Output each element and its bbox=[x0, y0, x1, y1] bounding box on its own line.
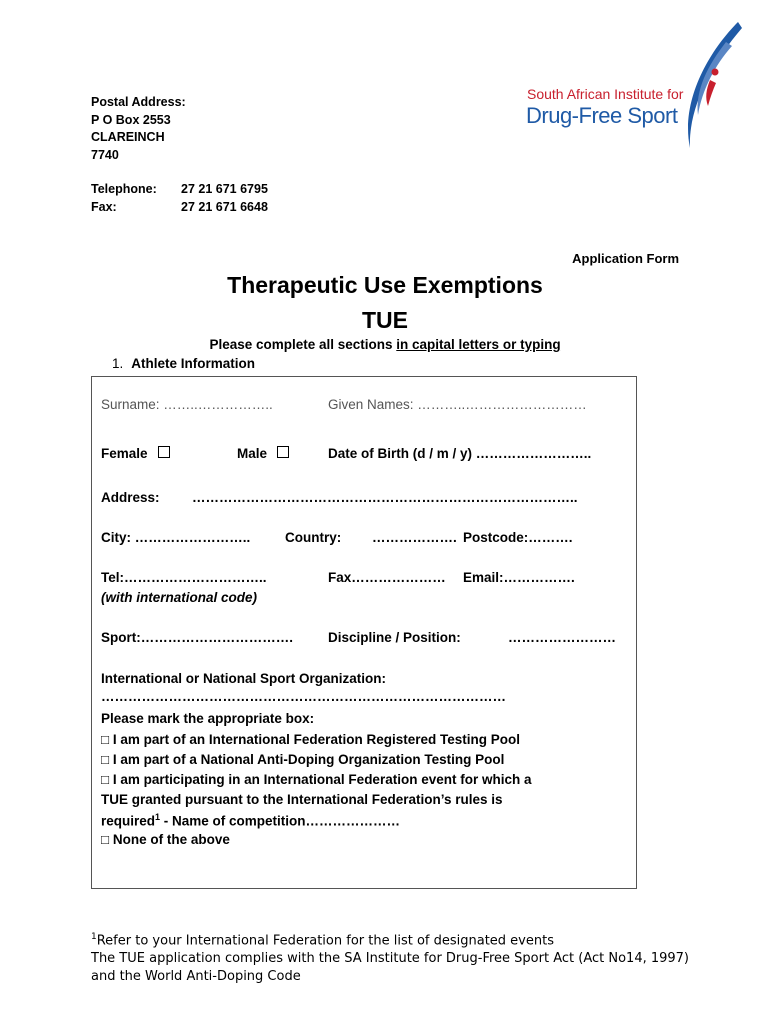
female-label: Female bbox=[101, 446, 148, 461]
telephone-row bbox=[91, 180, 268, 198]
institute-logo bbox=[520, 20, 745, 150]
instruction-underlined: in capital letters or typing bbox=[396, 337, 561, 352]
fax-label: Fax: bbox=[91, 200, 117, 214]
postcode-field[interactable]: Postcode:………. bbox=[463, 530, 573, 545]
fax-row bbox=[91, 198, 268, 216]
address-field[interactable]: ………………………………………………………………………….. bbox=[192, 490, 578, 505]
section-heading bbox=[112, 356, 255, 371]
sport-field[interactable]: Sport:……………………………. bbox=[101, 630, 293, 645]
discipline-field[interactable]: …………………… bbox=[508, 630, 616, 645]
discipline-label: Discipline / Position: bbox=[328, 630, 461, 645]
logo-text-institute: South African Institute for bbox=[527, 86, 684, 102]
postal-address-block bbox=[91, 94, 186, 164]
footnote-sup: 1 bbox=[91, 932, 97, 942]
postal-address-label: Postal Address: bbox=[91, 95, 186, 109]
option-if-event[interactable]: □ I am participating in an International Federation event for which a bbox=[101, 772, 532, 787]
compliance-line-2: and the World Anti-Doping Code bbox=[91, 969, 301, 985]
country-label: Country: bbox=[285, 530, 342, 545]
tel-field[interactable]: Tel:………………………….. bbox=[101, 570, 267, 585]
contact-block bbox=[91, 180, 268, 216]
option-if-event-line3[interactable] bbox=[101, 812, 400, 829]
required-text: required bbox=[101, 813, 156, 829]
section-title: Athlete Information bbox=[131, 356, 256, 371]
footnote-text: Refer to your International Federation for the list of designated events bbox=[96, 933, 554, 949]
compliance-line: The TUE application complies with the SA Institute for Drug-Free Sport Act (Act No14, 1997) bbox=[91, 951, 690, 967]
section-number: 1. bbox=[112, 356, 124, 371]
male-option[interactable] bbox=[237, 446, 289, 461]
female-checkbox[interactable] bbox=[158, 446, 170, 458]
athlete-info-box bbox=[91, 376, 637, 889]
page-title: Therapeutic Use Exemptions bbox=[227, 272, 543, 298]
intl-code-note: (with international code) bbox=[101, 590, 258, 605]
footnote-marker: 1 bbox=[155, 812, 161, 822]
address-line: CLAREINCH bbox=[91, 130, 165, 144]
surname-field[interactable]: Surname: ……..…………….. bbox=[101, 397, 273, 412]
footnotes bbox=[91, 928, 689, 986]
date-of-birth-field[interactable]: Date of Birth (d / m / y) …………………….. bbox=[328, 446, 592, 461]
fax-value: 27 21 671 6648 bbox=[181, 200, 268, 214]
given-names-field[interactable]: Given Names: ………..……………………… bbox=[328, 397, 587, 412]
male-label: Male bbox=[237, 446, 268, 461]
telephone-value: 27 21 671 6795 bbox=[181, 182, 268, 196]
country-field[interactable]: ………………. bbox=[372, 530, 457, 545]
option-if-event-line2: TUE granted pursuant to the International Federation’s rules is bbox=[101, 792, 503, 807]
city-field[interactable]: City: …………………….. bbox=[101, 530, 251, 545]
option-none[interactable]: □ None of the above bbox=[101, 832, 230, 847]
instruction-text bbox=[0, 337, 770, 352]
option-registered-testing-pool[interactable]: □ I am part of an International Federation Registered Testing Pool bbox=[101, 732, 520, 747]
mark-box-label: Please mark the appropriate box: bbox=[101, 711, 315, 726]
email-field[interactable]: Email:……………. bbox=[463, 570, 575, 585]
organization-field[interactable]: ……………………………………………………………………………… bbox=[101, 689, 506, 704]
male-checkbox[interactable] bbox=[277, 446, 289, 458]
footnote-1 bbox=[91, 928, 689, 950]
fax-field[interactable]: Fax………………… bbox=[328, 570, 446, 585]
organization-label: International or National Sport Organization: bbox=[101, 671, 387, 686]
option-national-testing-pool[interactable]: □ I am part of a National Anti-Doping Organization Testing Pool bbox=[101, 752, 505, 767]
application-form-label: Application Form bbox=[572, 251, 679, 266]
address-label: Address: bbox=[101, 490, 160, 505]
logo-text-drug-free-sport: Drug-Free Sport bbox=[526, 103, 678, 128]
address-line: P O Box 2553 bbox=[91, 112, 171, 127]
page-subtitle: TUE bbox=[362, 307, 408, 333]
female-option[interactable] bbox=[101, 446, 170, 461]
competition-name-field[interactable]: - Name of competition………………… bbox=[160, 813, 401, 829]
telephone-label: Telephone: bbox=[91, 182, 157, 196]
instruction-pre: Please complete all sections bbox=[209, 337, 397, 352]
address-line: 7740 bbox=[91, 147, 119, 162]
